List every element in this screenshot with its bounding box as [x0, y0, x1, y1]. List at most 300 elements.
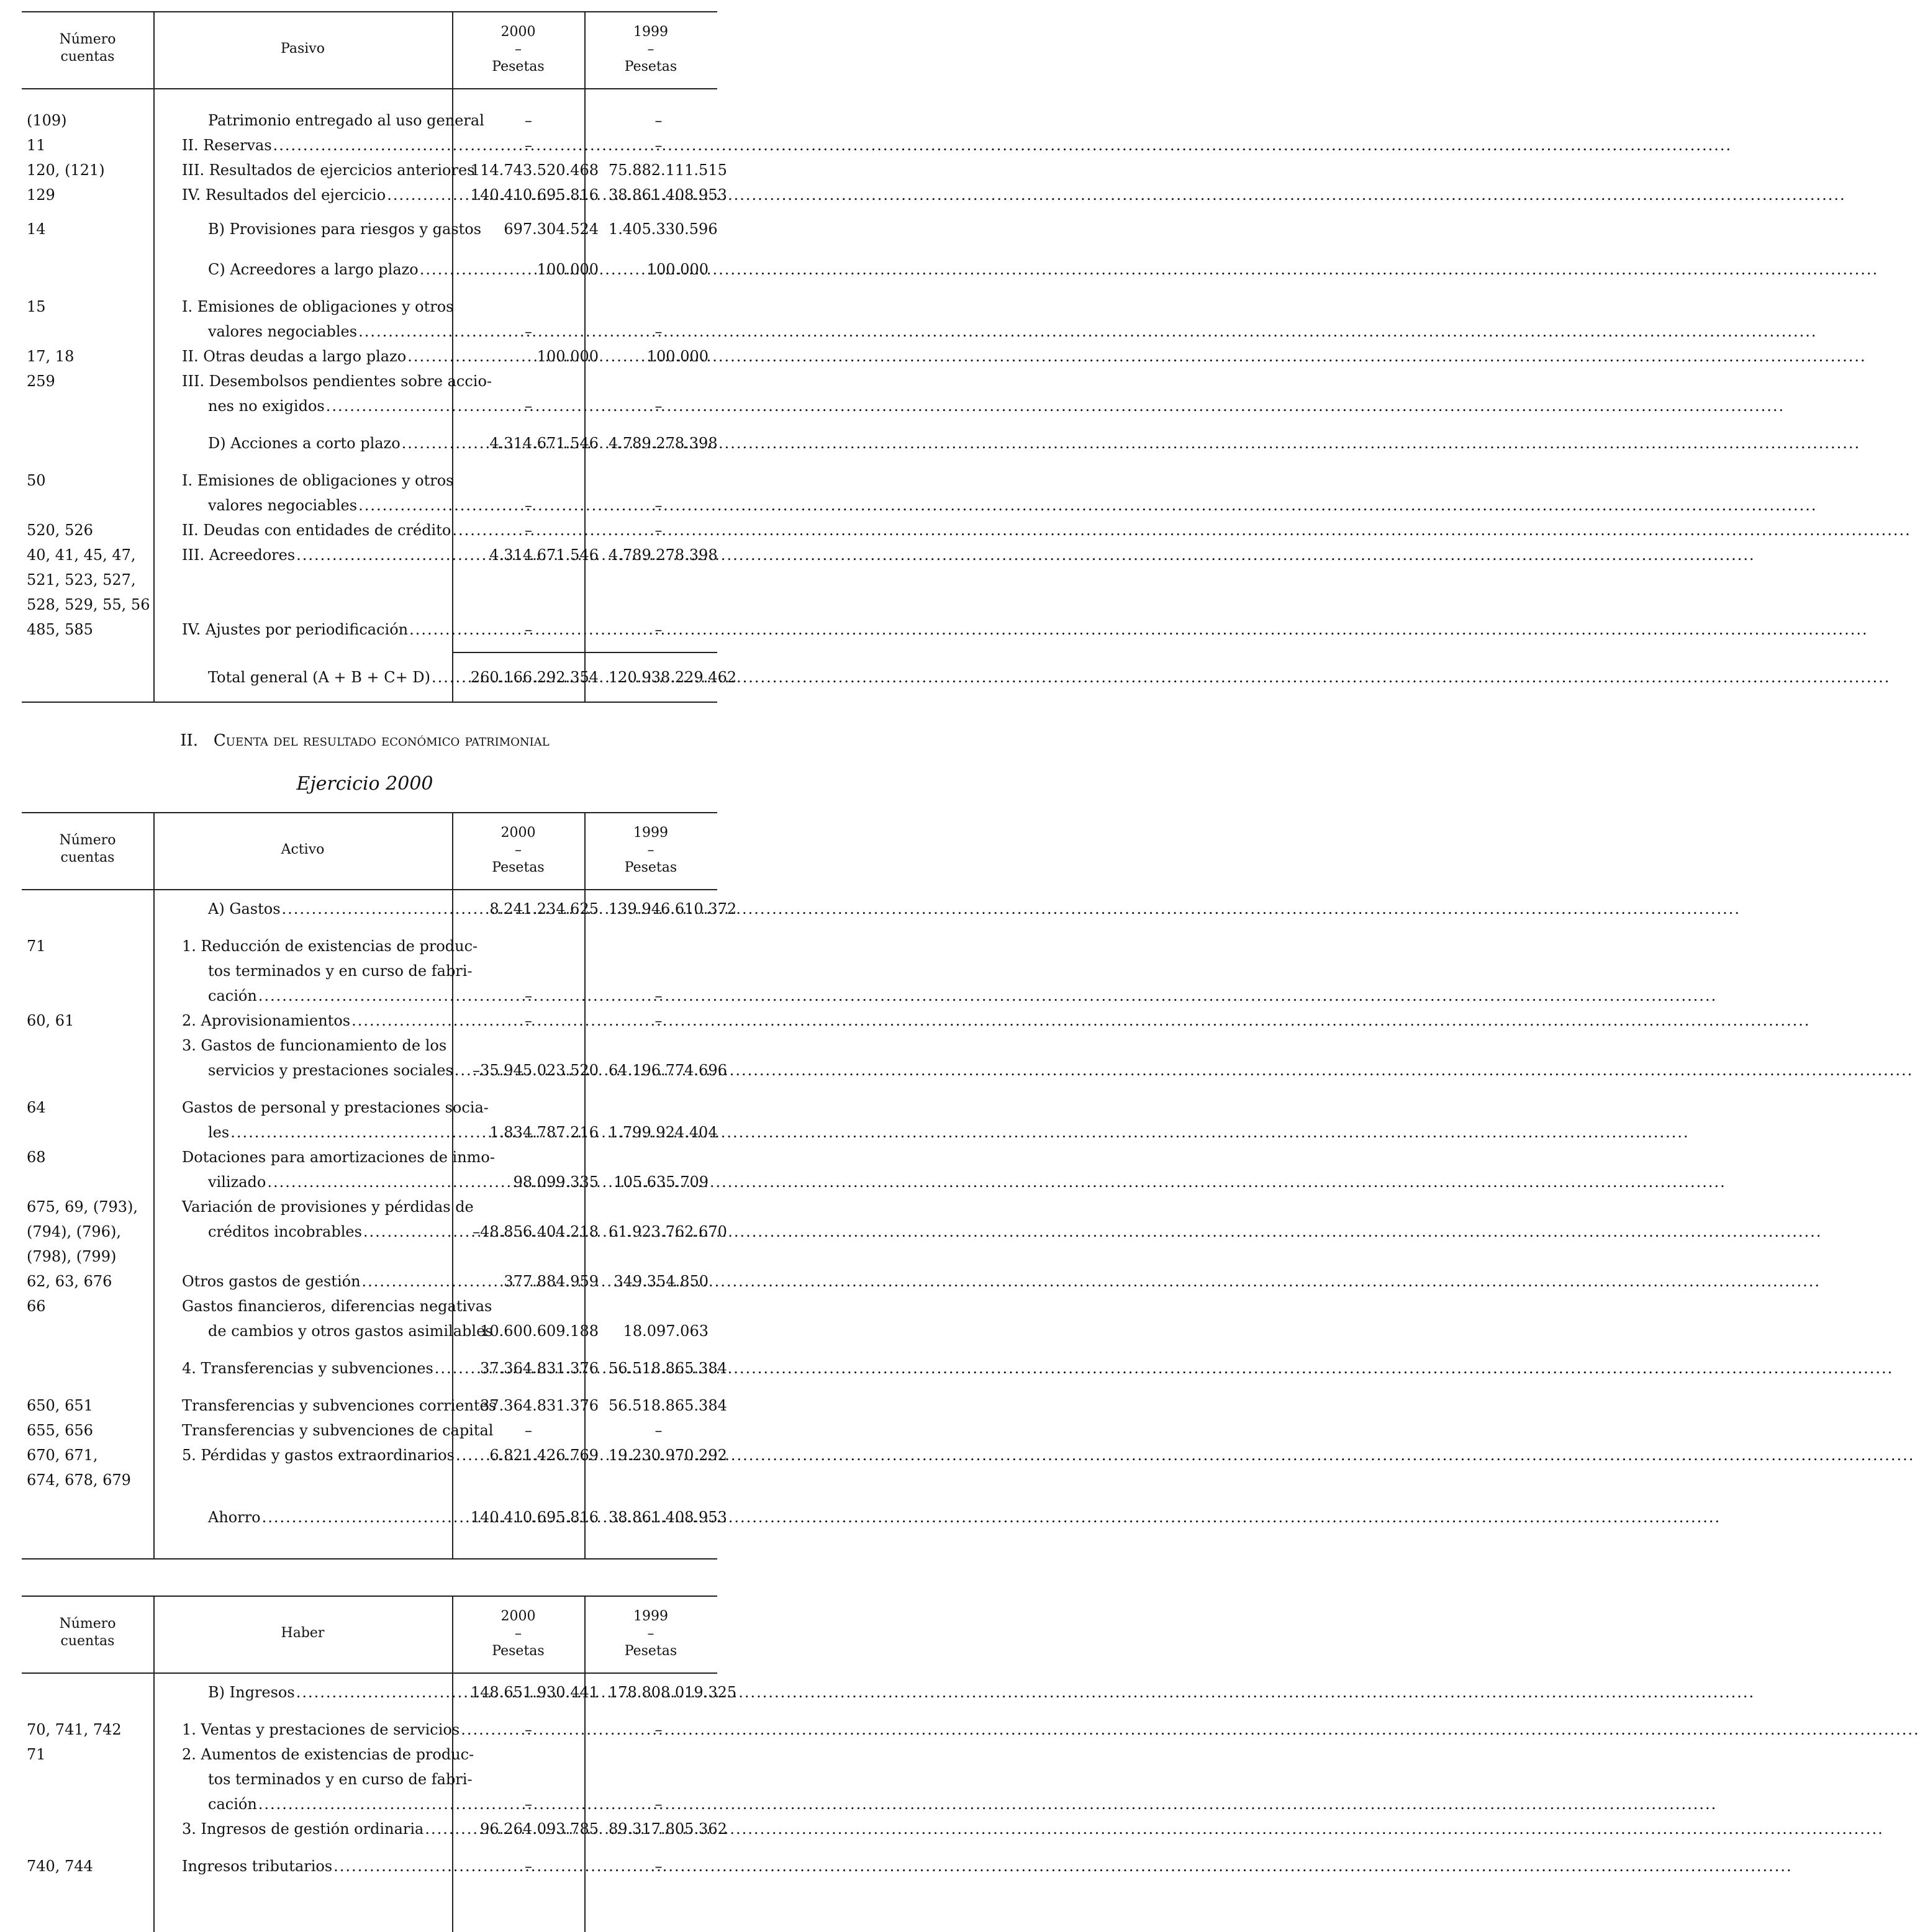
account-numbers: 50: [27, 472, 46, 489]
value-1999: [609, 1718, 717, 1741]
value-1999-text: [709, 1471, 717, 1489]
account-numbers: 740, 744: [27, 1858, 93, 1875]
table-row: [22, 1817, 727, 1841]
concept-text: 2. Aumentos de existencias de produc-: [182, 1746, 474, 1763]
account-numbers: (109): [27, 112, 67, 129]
concept-text: Ingresos tributarios: [182, 1858, 333, 1875]
value-1999: [609, 295, 717, 318]
concept-label: [182, 1356, 468, 1380]
section-number: II.: [180, 731, 199, 750]
concept-text: cación: [208, 1795, 257, 1813]
header-accounts: Número cuentas: [59, 833, 116, 865]
concept-label: [182, 1419, 494, 1442]
value-1999-text: 4.789.278.398: [609, 546, 718, 564]
value-2000: [468, 1145, 607, 1169]
value-2000: [468, 109, 598, 132]
value-1999: [609, 1245, 717, 1268]
value-2000: [468, 1121, 607, 1144]
value-2000: [468, 1059, 607, 1082]
account-numbers: 14: [27, 220, 46, 238]
table-row: [22, 959, 717, 983]
value-2000: [468, 295, 607, 318]
value-2000-text: –: [525, 1858, 532, 1875]
value-2000-text: 96.264.093.785: [480, 1820, 599, 1838]
value-2000-text: [599, 1037, 607, 1054]
account-numbers: 71: [27, 1746, 46, 1763]
concept-label: [182, 469, 468, 492]
value-2000-text: –: [525, 621, 532, 638]
concept-label: [208, 1792, 468, 1816]
table-row: [22, 109, 717, 132]
table-row: [22, 1145, 717, 1169]
value-2000: [468, 494, 598, 517]
value-1999: [609, 1854, 717, 1878]
concept-label: [182, 1854, 468, 1878]
table-row: [22, 1419, 717, 1442]
value-1999: [609, 431, 717, 455]
account-numbers: (798), (799): [27, 1248, 117, 1265]
header-concept: Activo: [281, 842, 325, 857]
value-2000-text: [599, 1746, 607, 1763]
concept-text: 4. Transferencias y subvenciones: [182, 1360, 433, 1377]
concept-label: [182, 345, 468, 368]
value-1999: [609, 1096, 717, 1119]
value-2000-text: 37.364.831.376: [480, 1397, 599, 1414]
value-1999-text: 38.861.408.953: [609, 1509, 727, 1526]
table-row: [22, 431, 717, 455]
value-2000: [468, 618, 598, 641]
table-row: [22, 394, 717, 418]
concept-text: I. Emisiones de obligaciones y otros: [182, 298, 454, 315]
concept-label: [208, 217, 482, 241]
concept-text: B) Ingresos: [208, 1684, 295, 1701]
value-2000: [468, 984, 598, 1008]
concept-label: [182, 618, 468, 641]
account-numbers: 68: [27, 1149, 46, 1166]
concept-label: [208, 109, 484, 132]
concept-label: [182, 133, 468, 157]
concept-text: Gastos de personal y prestaciones socia-: [182, 1099, 489, 1116]
table-row: [22, 369, 717, 393]
value-1999-text: [709, 571, 717, 589]
section-title: Cuenta del resultado económico patrimonial: [213, 731, 550, 750]
table-row: [22, 494, 717, 517]
concept-label: [182, 543, 468, 567]
table-row: [22, 320, 717, 343]
concept-label: [182, 1034, 468, 1057]
value-1999: [609, 1817, 727, 1841]
value-1999-text: [709, 937, 717, 955]
section-heading: [0, 731, 730, 750]
value-2000-text: –: [525, 987, 532, 1004]
concept-label: [182, 295, 468, 318]
table-row: [22, 1505, 727, 1529]
value-1999: [609, 1170, 717, 1194]
value-2000-text: –: [525, 1795, 532, 1813]
value-2000-text: –35.945.023.520: [473, 1062, 599, 1079]
concept-label: [208, 1681, 468, 1704]
value-2000: [468, 1294, 607, 1318]
concept-label: [208, 1767, 473, 1791]
value-2000-text: 8.241.234.625: [489, 900, 599, 918]
account-numbers: 11: [27, 137, 46, 154]
value-2000: [468, 1854, 598, 1878]
concept-label: [182, 1195, 474, 1219]
account-numbers: 40, 41, 45, 47,: [27, 546, 136, 564]
account-numbers: 675, 69, (793),: [27, 1198, 138, 1216]
value-1999: [609, 1743, 717, 1766]
value-2000: [468, 543, 607, 567]
value-1999: [609, 897, 737, 921]
account-numbers: 520, 526: [27, 521, 93, 539]
account-numbers: 129: [27, 186, 55, 204]
value-1999-text: 139.946.610.372: [609, 900, 737, 918]
value-1999: [609, 593, 717, 616]
concept-text: II. Deudas con entidades de crédito: [182, 521, 451, 539]
table-row: [22, 1245, 717, 1268]
table-row: [22, 1009, 717, 1032]
value-1999: [609, 1319, 717, 1343]
value-2000: [468, 1743, 607, 1766]
value-1999: [609, 1294, 717, 1318]
concept-text: Transferencias y subvenciones corrientes: [182, 1397, 497, 1414]
value-2000: [468, 897, 607, 921]
table-row: [22, 1767, 717, 1791]
value-2000: [468, 1270, 607, 1293]
value-1999-text: [709, 1099, 717, 1116]
value-1999-text: 178.808.019.325: [609, 1684, 737, 1701]
account-numbers: 64: [27, 1099, 46, 1116]
concept-label: [208, 959, 473, 983]
dot-leader: [230, 1121, 1689, 1144]
value-1999: [609, 1394, 727, 1417]
section-subtitle: Ejercicio 2000: [296, 773, 433, 795]
concept-label: [208, 320, 468, 343]
concept-label: [208, 984, 468, 1008]
concept-text: III. Desembolsos pendientes sobre accio-: [182, 372, 492, 390]
concept-label: [182, 518, 468, 542]
value-1999-text: –: [654, 987, 663, 1004]
value-1999: [609, 1468, 717, 1492]
concept-text: I. Emisiones de obligaciones y otros: [182, 472, 454, 489]
value-2000-text: –: [525, 397, 532, 415]
value-1999: [609, 320, 717, 343]
value-1999-text: [709, 1037, 717, 1054]
table-row: [22, 1059, 727, 1082]
header-accounts: Número cuentas: [59, 32, 116, 65]
value-1999-text: [709, 298, 717, 315]
concept-label: [208, 1121, 468, 1144]
value-1999: [609, 959, 717, 983]
value-1999: [609, 469, 717, 492]
value-2000: [468, 320, 598, 343]
value-1999: [609, 1121, 717, 1144]
concept-text: B) Provisiones para riesgos y gastos: [208, 220, 482, 238]
value-2000: [468, 1767, 607, 1791]
account-numbers: 15: [27, 298, 46, 315]
value-1999: [609, 1195, 717, 1219]
concept-text: Dotaciones para amortizaciones de inmo-: [182, 1149, 495, 1166]
value-2000: [468, 666, 607, 689]
value-1999-text: –: [654, 397, 663, 415]
table-row: [22, 1356, 727, 1380]
value-1999-text: 64.196.774.696: [609, 1062, 727, 1079]
value-2000: [468, 217, 607, 241]
value-2000: [468, 1096, 607, 1119]
header-concept: Haber: [281, 1625, 325, 1641]
value-1999-text: 38.861.408.953: [609, 186, 727, 204]
value-2000-text: 377.884.959: [504, 1273, 599, 1290]
value-1999-text: 1.799.924.404: [609, 1124, 718, 1141]
value-1999: [609, 1270, 717, 1293]
value-1999: [609, 183, 727, 207]
value-2000-text: [599, 1471, 607, 1489]
value-1999: [609, 1505, 727, 1529]
value-1999-text: [709, 372, 717, 390]
concept-label: [182, 1718, 468, 1741]
value-1999-text: [709, 1746, 717, 1763]
value-2000-text: –: [525, 112, 532, 129]
value-2000: [468, 1681, 607, 1704]
value-2000: [468, 158, 607, 182]
concept-text: 2. Aprovisionamientos: [182, 1012, 351, 1029]
value-1999-text: 1.405.330.596: [609, 220, 718, 238]
value-2000-text: 697.304.524: [504, 220, 599, 238]
header-1999: 1999 – Pesetas: [624, 1609, 677, 1659]
value-1999-text: –: [654, 112, 663, 129]
value-1999: [609, 1059, 727, 1082]
account-numbers: 17, 18: [27, 348, 75, 365]
value-2000-text: –: [525, 137, 532, 154]
value-2000-text: –: [525, 497, 532, 514]
value-2000: [468, 1009, 598, 1032]
value-1999: [609, 1419, 717, 1442]
table-row: [22, 1096, 717, 1119]
concept-text: 3. Gastos de funcionamiento de los: [182, 1037, 447, 1054]
value-1999-text: 100.000: [646, 348, 709, 365]
value-1999-text: 19.230.970.292: [609, 1447, 727, 1464]
concept-text: III. Resultados de ejercicios anteriores: [182, 161, 475, 179]
value-2000-text: [599, 1298, 607, 1315]
concept-label: [208, 394, 468, 418]
table-row: [22, 1220, 727, 1244]
table-row: [22, 217, 717, 241]
header-2000: 2000 – Pesetas: [492, 24, 545, 74]
value-2000: [468, 1245, 607, 1268]
table-row: [22, 897, 737, 921]
account-numbers: (794), (796),: [27, 1223, 121, 1240]
header-1999: 1999 – Pesetas: [624, 24, 677, 74]
concept-text: Variación de provisiones y pérdidas de: [182, 1198, 474, 1216]
value-1999: [609, 1792, 717, 1816]
concept-text: A) Gastos: [208, 900, 281, 918]
value-2000: [468, 1419, 598, 1442]
table-row: [22, 258, 717, 281]
concept-label: [208, 666, 468, 689]
value-1999-text: 4.789.278.398: [609, 435, 718, 452]
table-row: [22, 158, 727, 182]
value-2000: [468, 1443, 607, 1467]
value-1999: [609, 1443, 727, 1467]
concept-text: les: [208, 1124, 230, 1141]
concept-text: D) Acciones a corto plazo: [208, 435, 401, 452]
value-1999-text: [709, 472, 717, 489]
concept-text: Total general (A + B + C+ D): [208, 669, 430, 686]
value-2000: [468, 394, 598, 418]
concept-label: [182, 934, 478, 958]
value-2000: [468, 959, 607, 983]
value-2000: [468, 1034, 607, 1057]
table-row: [22, 1468, 717, 1492]
table-row: [22, 984, 717, 1008]
concept-label: [182, 158, 475, 182]
table-row: [22, 1443, 727, 1467]
concept-text: III. Acreedores: [182, 546, 296, 564]
concept-label: [182, 369, 492, 393]
value-1999: [609, 666, 737, 689]
value-1999-text: –: [654, 621, 663, 638]
value-2000-text: 140.410.695.816: [470, 1509, 599, 1526]
table-row: [22, 1121, 717, 1144]
concept-text: IV. Resultados del ejercicio: [182, 186, 386, 204]
value-1999: [609, 1767, 717, 1791]
account-numbers: 70, 741, 742: [27, 1721, 122, 1738]
value-1999-text: 120.938.229.462: [609, 669, 737, 686]
value-2000: [468, 1505, 607, 1529]
concept-label: [182, 1817, 468, 1841]
value-2000: [468, 1319, 607, 1343]
table-row: [22, 1681, 737, 1704]
concept-text: Gastos financieros, diferencias negativas: [182, 1298, 492, 1315]
table-row: [22, 1394, 727, 1417]
account-numbers: 71: [27, 937, 46, 955]
value-1999: [609, 1145, 717, 1169]
header-concept: Pasivo: [281, 41, 325, 56]
value-1999-text: [709, 962, 717, 980]
value-1999: [609, 568, 717, 592]
value-2000-text: –48.856.404.218: [473, 1223, 599, 1240]
value-1999-text: 89.317.805.362: [609, 1820, 727, 1838]
table-row: [22, 666, 737, 689]
concept-label: [208, 494, 468, 517]
value-2000: [468, 934, 607, 958]
account-numbers: 60, 61: [27, 1012, 75, 1029]
value-1999-text: –: [654, 1795, 663, 1813]
value-2000-text: [599, 472, 607, 489]
table-row: [22, 1270, 717, 1293]
value-1999: [609, 258, 717, 281]
value-1999: [609, 1681, 737, 1704]
value-2000: [468, 1394, 607, 1417]
concept-text: de cambios y otros gastos asimilables: [208, 1322, 493, 1340]
value-1999: [609, 618, 717, 641]
concept-text: vilizado: [208, 1173, 266, 1191]
concept-text: II. Reservas: [182, 137, 272, 154]
value-1999-text: 75.882.111.515: [609, 161, 727, 179]
value-1999-text: –: [654, 1721, 663, 1738]
value-2000: [468, 568, 607, 592]
account-numbers: 674, 678, 679: [27, 1471, 131, 1489]
account-numbers: 650, 651: [27, 1397, 93, 1414]
value-1999-text: 105.635.709: [614, 1173, 709, 1191]
account-numbers: 66: [27, 1298, 46, 1315]
concept-text: Patrimonio entregado al uso general: [208, 112, 484, 129]
value-2000-text: 4.314.671.546: [489, 546, 599, 564]
value-2000: [468, 431, 607, 455]
concept-text: II. Otras deudas a largo plazo: [182, 348, 407, 365]
concept-label: [208, 431, 468, 455]
concept-label: [182, 1009, 468, 1032]
value-1999-text: 349.354.850: [614, 1273, 709, 1290]
value-2000: [468, 1468, 607, 1492]
value-2000: [468, 1356, 607, 1380]
account-numbers: 528, 529, 55, 56: [27, 596, 150, 613]
account-numbers: 120, (121): [27, 161, 105, 179]
value-1999: [609, 217, 717, 241]
value-1999: [609, 934, 717, 958]
value-1999-text: 56.518.865.384: [609, 1397, 727, 1414]
haber-table: [22, 1596, 737, 1932]
concept-label: [182, 1394, 497, 1417]
concept-text: créditos incobrables: [208, 1223, 362, 1240]
value-2000: [468, 1792, 598, 1816]
value-1999: [609, 1034, 717, 1057]
value-2000: [468, 1170, 607, 1194]
value-2000-text: 260.166.292.354: [470, 669, 599, 686]
value-2000: [468, 133, 598, 157]
concept-text: valores negociables: [208, 323, 358, 340]
concept-label: [182, 1270, 468, 1293]
concept-label: [208, 1220, 468, 1244]
table-row: [22, 568, 717, 592]
table-row: [22, 1718, 717, 1741]
value-1999: [609, 109, 717, 132]
concept-text: Otros gastos de gestión: [182, 1273, 361, 1290]
value-2000-text: 98.099.335: [513, 1173, 599, 1191]
value-2000: [468, 369, 607, 393]
concept-label: [182, 1294, 492, 1318]
value-2000-text: 37.364.831.376: [480, 1360, 599, 1377]
value-1999: [609, 345, 717, 368]
table-row: [22, 543, 717, 567]
value-2000-text: 6.821.426.769: [489, 1447, 599, 1464]
table-row: [22, 1170, 717, 1194]
value-2000-text: [599, 372, 607, 390]
table-row: [22, 1743, 717, 1766]
account-numbers: 259: [27, 372, 55, 390]
value-2000-text: [599, 1198, 607, 1216]
table-row: [22, 593, 717, 616]
table-row: [22, 1195, 717, 1219]
account-numbers: 521, 523, 527,: [27, 571, 136, 589]
value-2000-text: –: [525, 521, 532, 539]
value-2000: [468, 1220, 607, 1244]
value-1999: [609, 543, 717, 567]
value-1999: [609, 1009, 717, 1032]
account-numbers: 62, 63, 676: [27, 1273, 112, 1290]
value-2000-text: [599, 298, 607, 315]
value-2000: [468, 518, 598, 542]
pasivo-table: [22, 11, 737, 703]
value-1999-text: –: [654, 137, 663, 154]
value-2000: [468, 469, 607, 492]
value-1999: [609, 158, 727, 182]
value-1999-text: –: [654, 1422, 663, 1439]
value-1999-text: –: [654, 323, 663, 340]
value-1999: [609, 984, 717, 1008]
concept-text: nes no exigidos: [208, 397, 325, 415]
concept-text: C) Acreedores a largo plazo: [208, 261, 419, 278]
